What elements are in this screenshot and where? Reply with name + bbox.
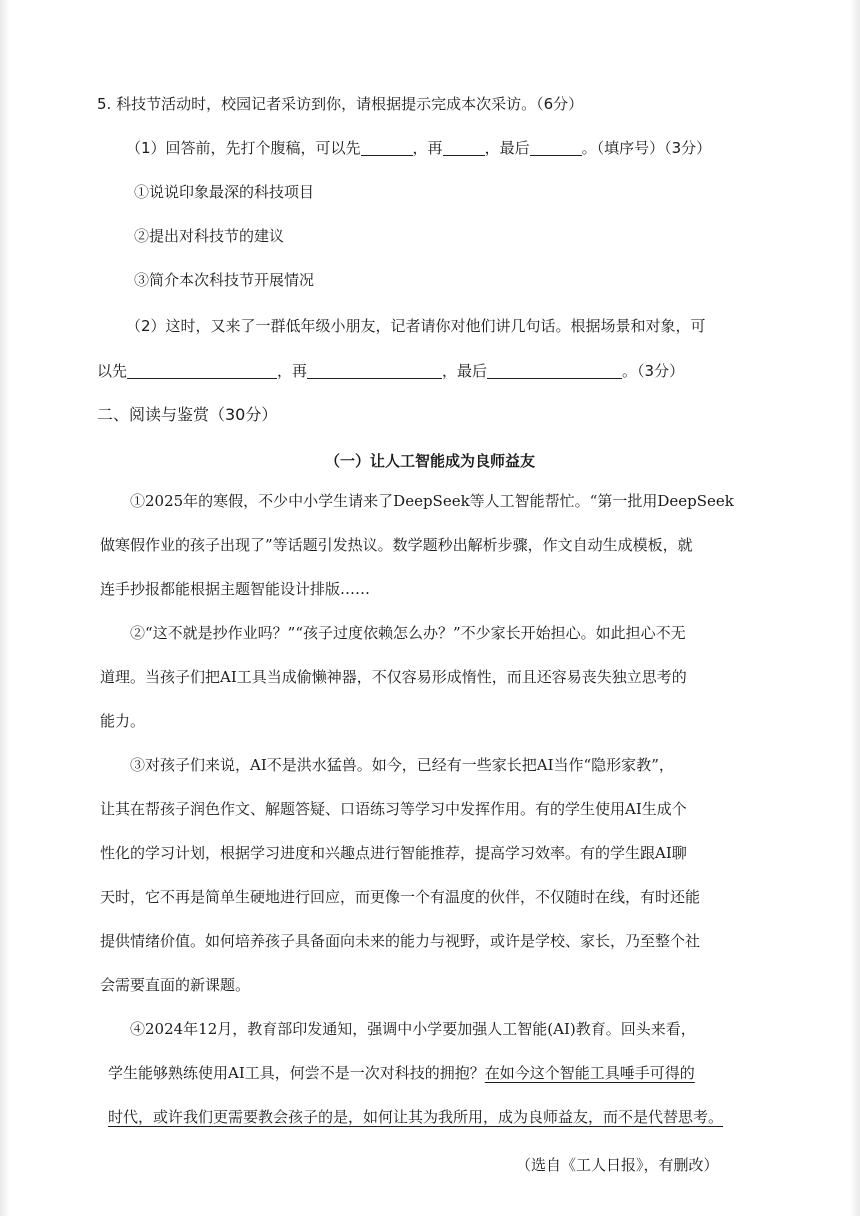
part-2-tail: 。（3分） [622, 362, 685, 380]
option-3: ③简介本次科技节开展情况 [134, 271, 315, 289]
paragraph-4-line-2-plain: 学生能够熟练使用AI工具，何尝不是一次对科技的拥抱？ [108, 1064, 485, 1082]
question-5-part-1 [126, 136, 746, 160]
part-2-last: ，最后 [442, 362, 488, 380]
part-1-blank-first[interactable] [361, 139, 413, 156]
part-2-blank-second[interactable] [307, 362, 442, 379]
paragraph-2-line-1: ②“这不就是抄作业吗？”“孩子过度依赖怎么办？”不少家长开始担心。如此担心不无 [130, 624, 686, 642]
paragraph-4-line-2-underlined: 在如今这个智能工具唾手可得的 [484, 1064, 695, 1082]
paragraph-3-line-5: 提供情绪价值。如何培养孩子具备面向未来的能力与视野，或许是学校、家长，乃至整个社 [100, 932, 701, 950]
part-1-blank-third[interactable] [530, 139, 582, 156]
part-2-lead: 以先 [97, 362, 128, 380]
scan-edge-left [0, 0, 10, 1216]
passage-title: （一）让人工智能成为良师益友 [324, 452, 535, 470]
paragraph-2-line-2: 道理。当孩子们把AI工具当成偷懒神器，不仅容易形成惰性，而且还容易丧失独立思考的 [100, 668, 687, 686]
option-2: ②提出对科技节的建议 [134, 227, 285, 245]
paragraph-3-line-1: ③对孩子们来说，AI不是洪水猛兽。如今，已经有一些家长把AI当作“隐形家教”， [130, 756, 674, 774]
question-5-part-2-line-2 [97, 359, 737, 383]
part-1-lead: （1）回答前，先打个腹稿，可以先 [126, 139, 361, 157]
option-1: ①说说印象最深的科技项目 [134, 183, 315, 201]
paragraph-1-line-1: ①2025年的寒假，不少中小学生请来了DeepSeek等人工智能帮忙。“第一批用DeepSeek [130, 492, 734, 510]
paragraph-3-line-6: 会需要直面的新课题。 [100, 976, 251, 994]
part-2-blank-first[interactable] [127, 362, 277, 379]
part-1-tail: 。（填序号）（3分） [581, 139, 712, 157]
part-1-last: ，最后 [484, 139, 530, 157]
section-heading: 二、阅读与鉴赏（30分） [97, 405, 278, 424]
paragraph-4-line-3-underlined: 时代，或许我们更需要教会孩子的是，如何让其为我所用，成为良师益友，而不是代替思考。 [108, 1108, 724, 1126]
part-2-blank-third[interactable] [487, 362, 622, 379]
scan-edge-right [850, 0, 860, 1216]
paragraph-1-line-2: 做寒假作业的孩子出现了”等话题引发热议。数学题秒出解析步骤，作文自动生成模板，就 [100, 536, 693, 554]
part-1-then: ，再 [412, 139, 443, 157]
paragraph-3-line-4: 天时，它不再是简单生硬地进行回应，而更像一个有温度的伙伴，不仅随时在线，有时还能 [100, 888, 701, 906]
question-5-part-2-line-1: （2）这时，又来了一群低年级小朋友，记者请你对他们讲几句话。根据场景和对象，可 [126, 317, 706, 335]
paragraph-1-line-3: 连手抄报都能根据主题智能设计排版…… [100, 580, 371, 598]
source-citation: （选自《工人日报》，有删改） [516, 1156, 719, 1174]
paragraph-3-line-3: 性化的学习计划，根据学习进度和兴趣点进行智能推荐，提高学习效率。有的学生跟AI聊 [100, 844, 687, 862]
paragraph-3-line-2: 让其在帮孩子润色作文、解题答疑、口语练习等学习中发挥作用。有的学生使用AI生成个 [100, 800, 687, 818]
part-2-then: ，再 [277, 362, 308, 380]
question-5-stem: 5. 科技节活动时，校园记者采访到你，请根据提示完成本次采访。（6分） [97, 95, 584, 113]
paragraph-4-line-1: ④2024年12月，教育部印发通知，强调中小学要加强人工智能(AI)教育。回头来看， [130, 1020, 696, 1038]
part-1-blank-second[interactable] [443, 139, 485, 156]
paragraph-4-line-2 [108, 1061, 738, 1085]
paragraph-2-line-3: 能力。 [100, 712, 146, 730]
